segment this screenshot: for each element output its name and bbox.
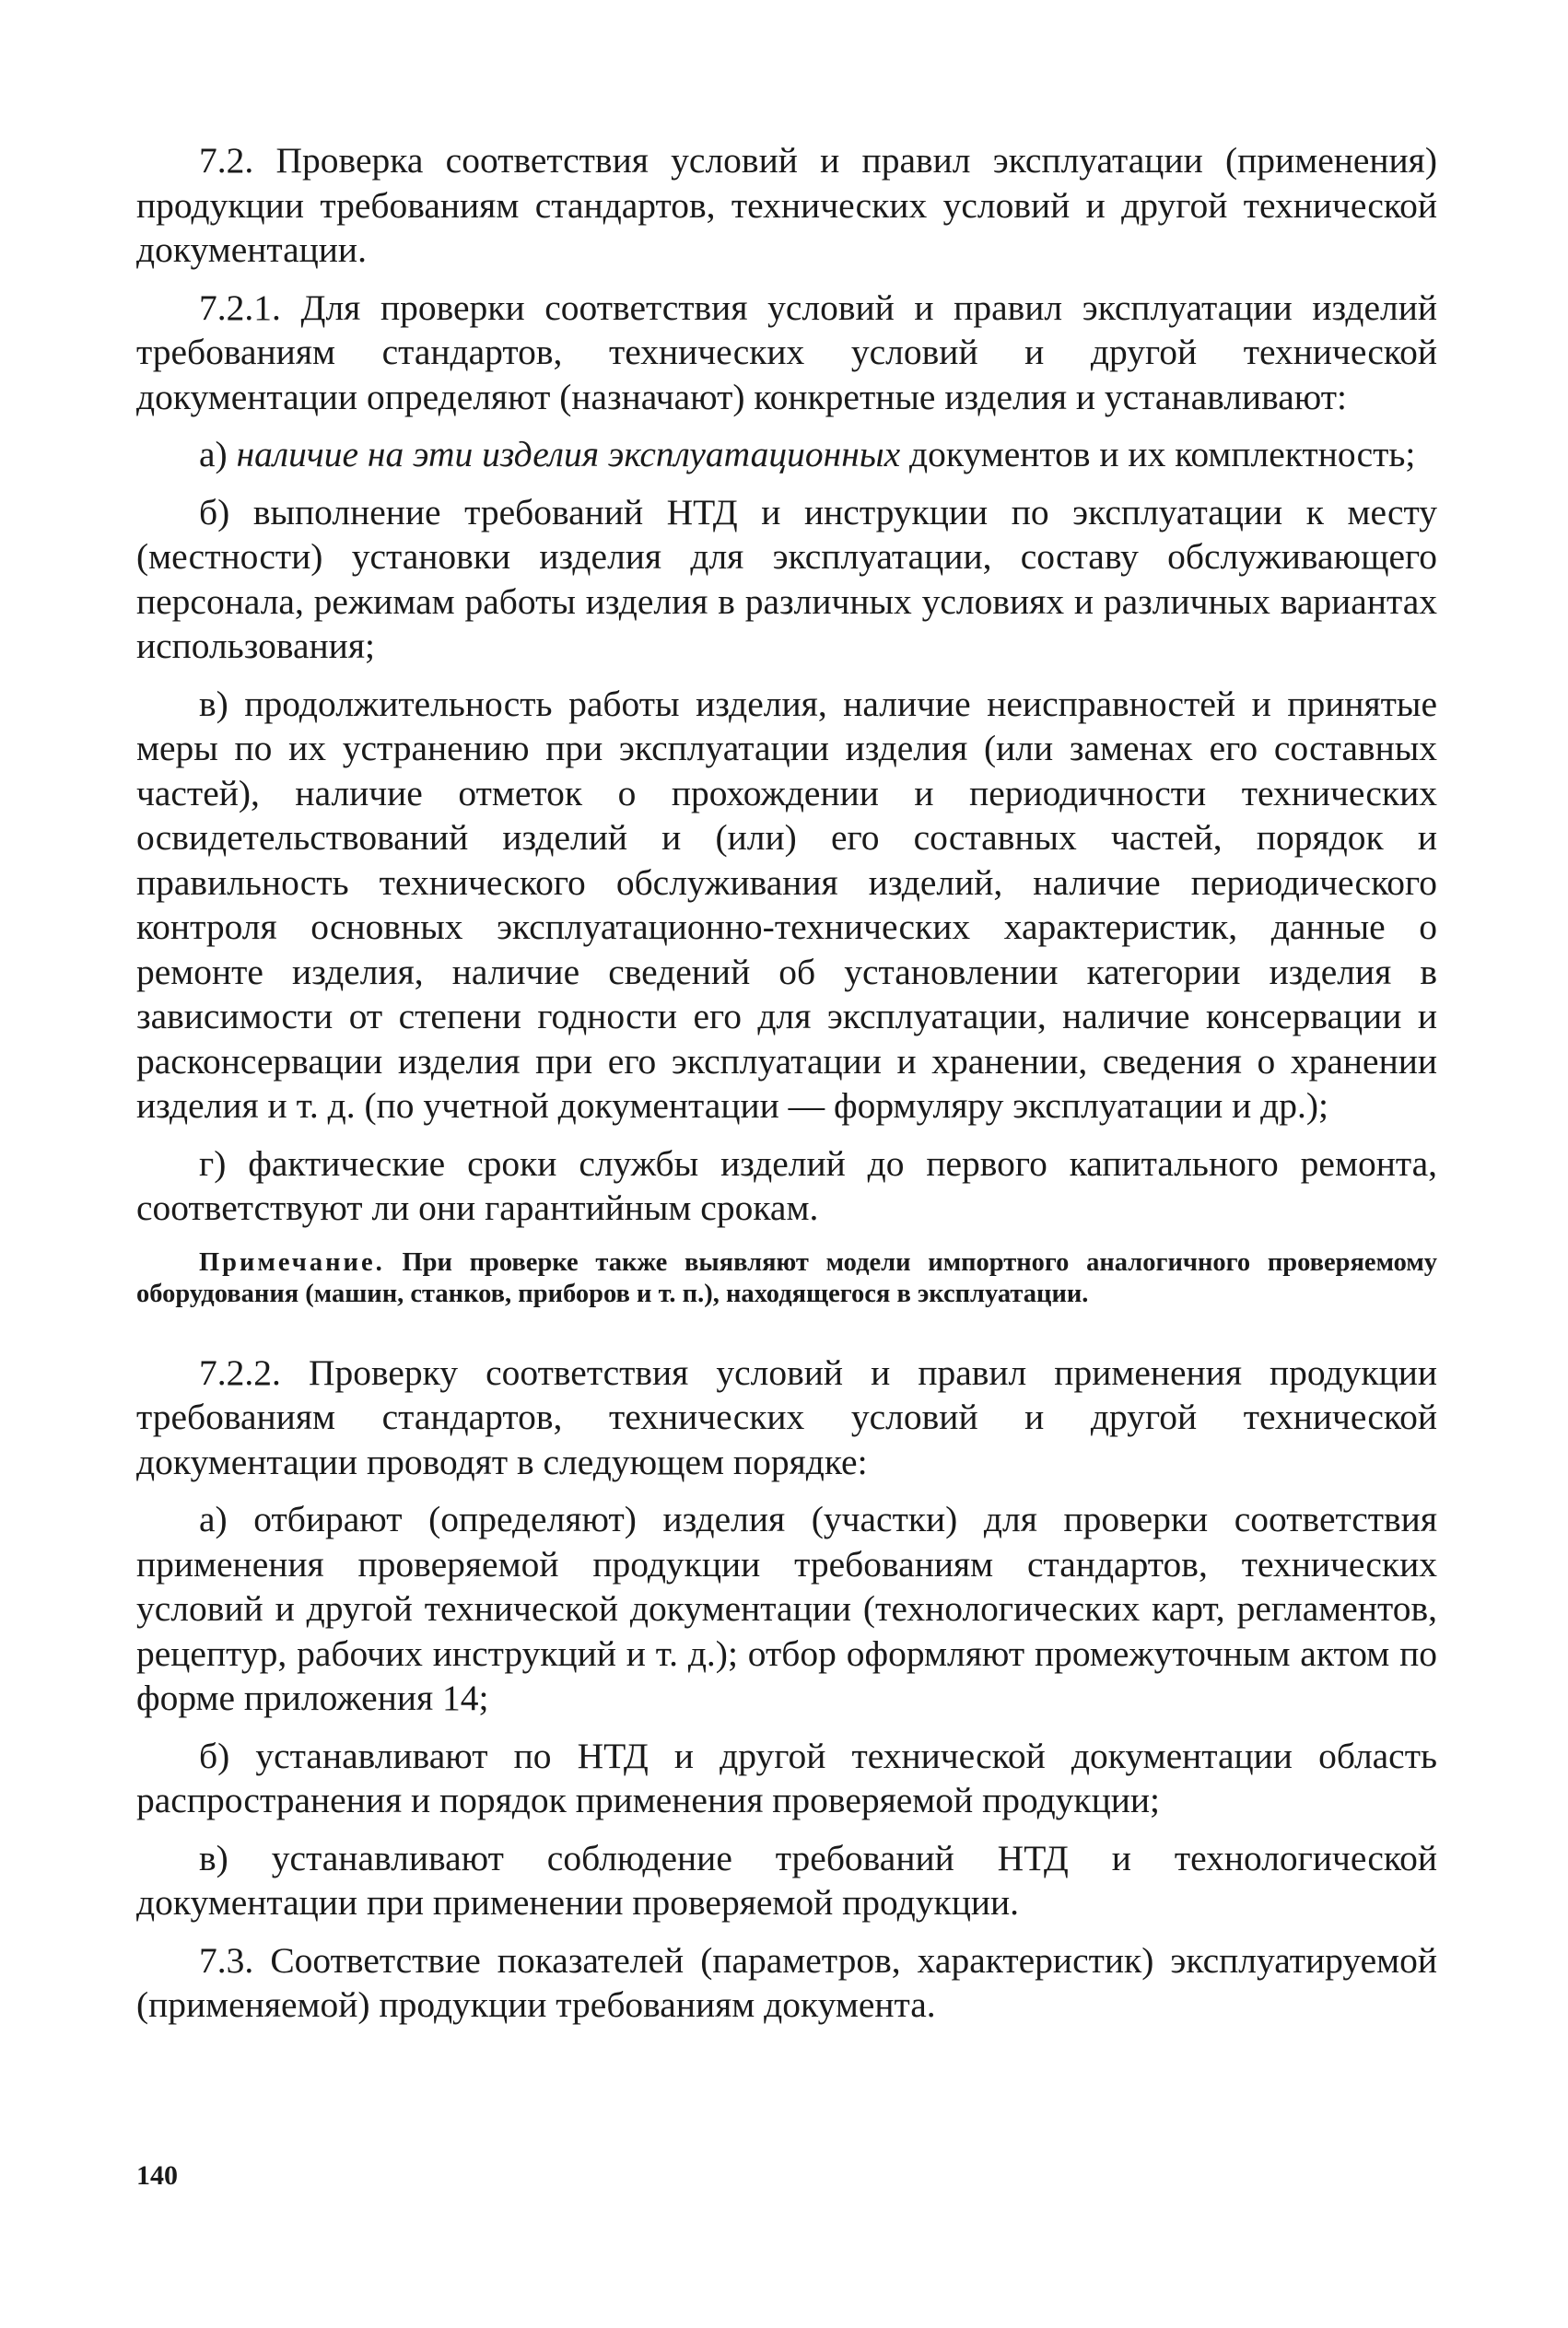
note-text: При проверке также выявляют модели импортного аналогичного проверяемому оборудования (машин, станков, приборов и т. п.), находящегося в эксплуатации. bbox=[136, 1247, 1437, 1308]
list-item-g: г) фактические сроки службы изделий до первого капитального ремонта, соответствуют ли они гарантийным срокам. bbox=[136, 1142, 1437, 1228]
note bbox=[136, 1247, 1437, 1310]
list-item-a-rest: документов и их комплектность; bbox=[900, 434, 1416, 474]
note-label: Примечание. bbox=[199, 1247, 385, 1277]
paragraph-7-2: 7.2. Проверка соответствия условий и правил эксплуатации (применения) продукции требованиям стандартов, технических условий и другой технической документации. bbox=[136, 140, 1437, 270]
list-item-b: б) выполнение требований НТД и инструкции по эксплуатации к месту (местности) установки изделия для эксплуатации, составу обслуживающего персонала, режимам работы изделия в различных условиях и различных вариантах использования; bbox=[136, 491, 1437, 666]
list-item-a-italic: наличие на эти изделия эксплуатационных bbox=[236, 434, 901, 474]
list-item-a-2: а) отбирают (определяют) изделия (участки) для проверки соответствия применения проверяемой продукции требованиям стандартов, технических условий и другой технической документации (технологических карт, регламентов, рецептур, рабочих инструкций и т. д.); отбор оформляют промежуточным актом по форме приложения 14; bbox=[136, 1499, 1437, 1718]
document-page bbox=[136, 138, 1437, 2041]
paragraph-7-2-2: 7.2.2. Проверку соответствия условий и правил применения продукции требованиям стандартов, технических условий и другой технической документации проводят в следующем порядке: bbox=[136, 1351, 1437, 1482]
list-item-v-2: в) устанавливают соблюдение требований НТД и технологической документации при применении проверяемой продукции. bbox=[136, 1837, 1437, 1923]
list-item-b-2: б) устанавливают по НТД и другой технической документации область распространения и порядок применения проверяемой продукции; bbox=[136, 1735, 1437, 1820]
list-item-v: в) продолжительность работы изделия, наличие неисправностей и принятые меры по их устранению при эксплуатации изделия (или заменах его составных частей), наличие отметок о прохождении и периодичности технических освидетельствований изделий и (или) его составных частей, порядок и правильность технического обслуживания изделий, наличие периодического контроля основных эксплуатационно-технических характеристик, данные о ремонте изделия, наличие сведений об установлении категории изделия в зависимости от степени годности его для эксплуатации, наличие консервации и расконсервации изделия при его эксплуатации и хранении, сведения о хранении изделия и т. д. (по учетной документации — формуляру эксплуатации и др.); bbox=[136, 683, 1437, 1126]
list-item-a-prefix: а) bbox=[199, 434, 237, 474]
paragraph-7-3: 7.3. Соответствие показателей (параметров, характеристик) эксплуатируемой (применяемой) продукции требованиям документа. bbox=[136, 1939, 1437, 2025]
paragraph-7-2-1: 7.2.1. Для проверки соответствия условий и правил эксплуатации изделий требованиям стандартов, технических условий и другой технической документации определяют (назначают) конкретные изделия и устанавливают: bbox=[136, 287, 1437, 417]
page-number: 140 bbox=[136, 2160, 178, 2191]
list-item-a bbox=[136, 432, 1437, 477]
